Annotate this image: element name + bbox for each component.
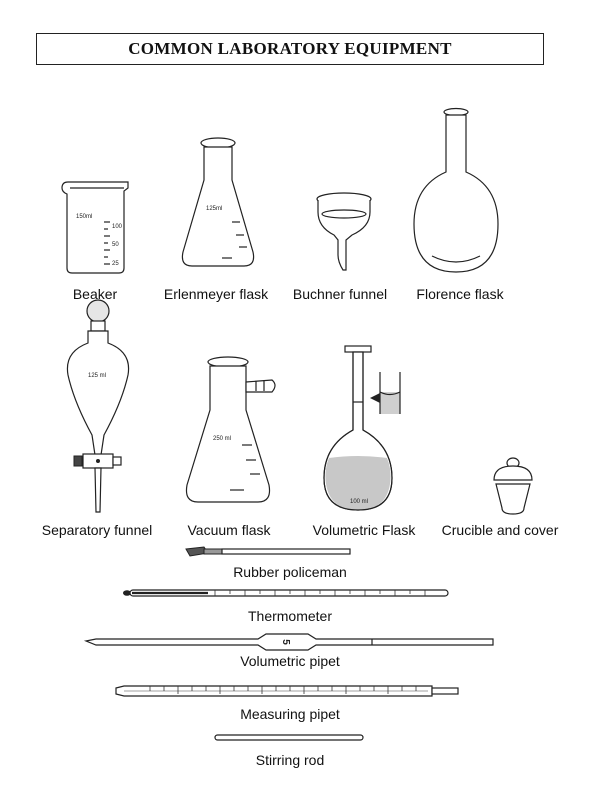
separatory-funnel-illustration xyxy=(67,300,128,512)
beaker-illustration xyxy=(62,182,128,273)
label-buchner-funnel: Buchner funnel xyxy=(292,286,388,302)
label-crucible-and-cover: Crucible and cover xyxy=(441,522,559,538)
florence-flask-illustration xyxy=(414,109,498,273)
beaker-volume-mark: 150ml xyxy=(76,214,93,220)
vacuum-volume-mark: 250 ml xyxy=(213,436,232,442)
label-rubber-policeman: Rubber policeman xyxy=(233,564,347,580)
page-title: COMMON LABORATORY EQUIPMENT xyxy=(128,39,452,58)
label-thermometer: Thermometer xyxy=(247,608,333,624)
label-measuring-pipet: Measuring pipet xyxy=(240,706,340,722)
vacuum-flask-illustration xyxy=(186,357,275,502)
volumetric-pipet-mark: 5 xyxy=(280,639,291,645)
label-erlenmeyer-flask: Erlenmeyer flask xyxy=(163,286,269,302)
erlenmeyer-volume-mark: 125ml xyxy=(206,206,223,212)
separatory-volume-mark: 125 ml xyxy=(88,373,107,379)
label-beaker: Beaker xyxy=(72,286,118,302)
stirring-rod-illustration xyxy=(215,735,363,740)
volumetric-flask-illustration xyxy=(324,346,400,510)
label-volumetric-pipet: Volumetric pipet xyxy=(240,653,340,669)
label-separatory-funnel: Separatory funnel xyxy=(41,522,153,538)
buchner-funnel-illustration xyxy=(317,193,371,270)
rubber-policeman-illustration xyxy=(186,547,350,556)
measuring-pipet-illustration xyxy=(116,686,458,696)
crucible-illustration xyxy=(494,458,532,514)
label-stirring-rod: Stirring rod xyxy=(255,752,325,768)
beaker-mark-100: 100 xyxy=(112,224,123,230)
label-florence-flask: Florence flask xyxy=(416,286,504,302)
beaker-mark-25: 25 xyxy=(112,261,119,267)
volumetric-pipet-illustration xyxy=(86,634,493,650)
label-vacuum-flask: Vacuum flask xyxy=(187,522,271,538)
thermometer-illustration xyxy=(123,590,448,596)
volumetric-flask-volume-mark: 100 ml xyxy=(350,499,369,505)
label-volumetric-flask: Volumetric Flask xyxy=(312,522,416,538)
erlenmeyer-flask-illustration xyxy=(182,138,253,266)
beaker-mark-50: 50 xyxy=(112,242,119,248)
